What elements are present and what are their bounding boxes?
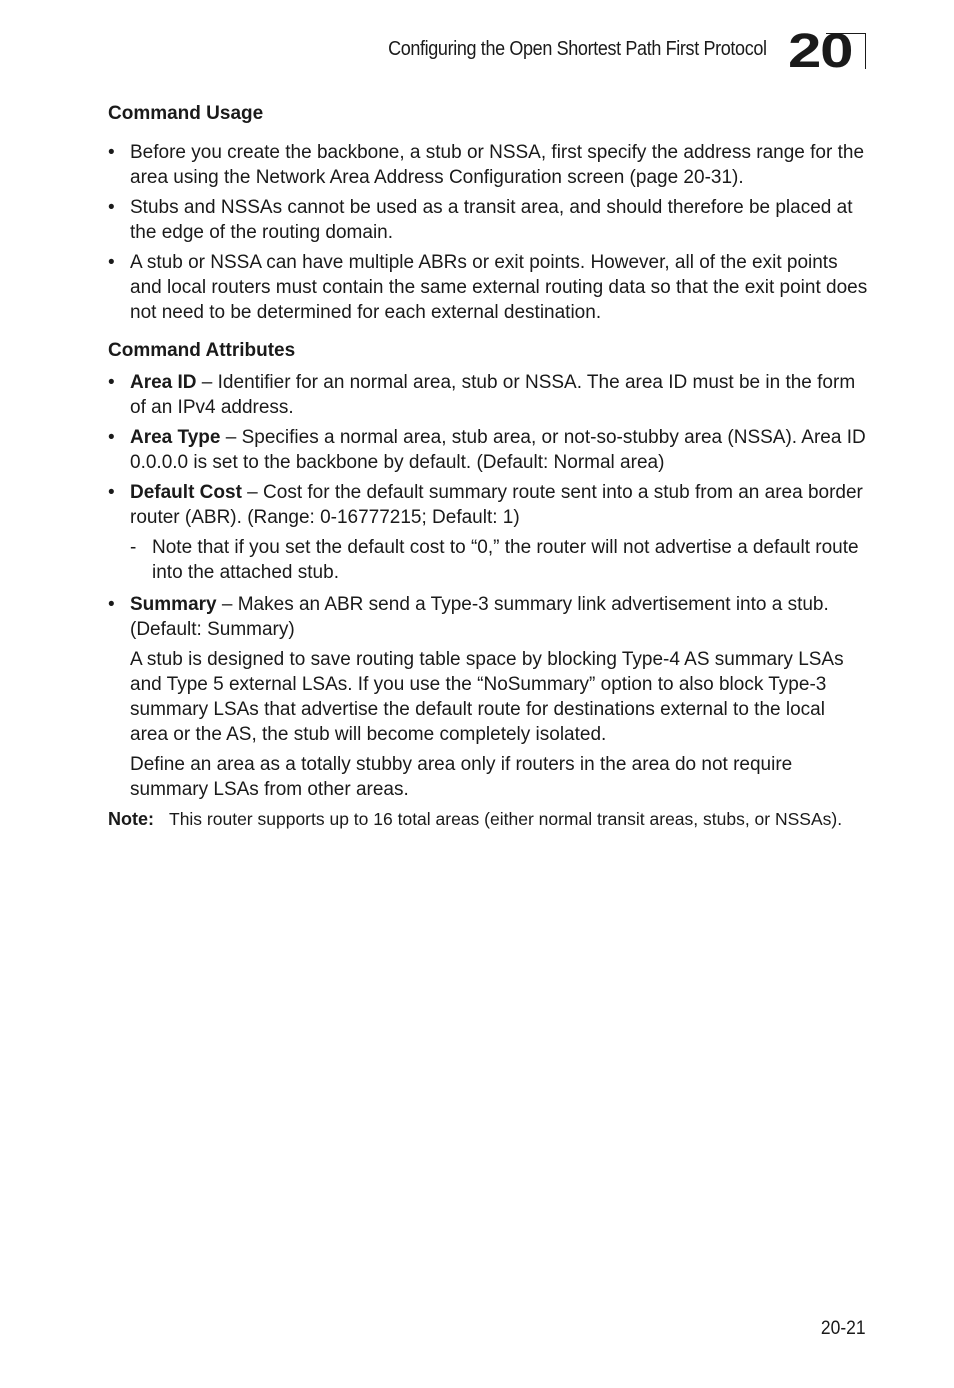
- list-item: • Before you create the backbone, a stub or NSSA, first specify the address range for the area using the Network Area Address Configuration screen (page 20-31).: [108, 140, 868, 190]
- page-body: [108, 101, 868, 832]
- attr-term: Area Type: [130, 427, 221, 448]
- summary-paragraph-2: Define an area as a totally stubby area only if routers in the area do not require summary LSAs from other areas.: [130, 754, 793, 800]
- dash-marker: -: [130, 537, 137, 558]
- attr-term: Area ID: [130, 372, 197, 393]
- command-usage-heading: Command Usage: [108, 103, 264, 124]
- attr-desc: – Makes an ABR send a Type-3 summary link advertisement into a stub. (Default: Summary): [130, 594, 829, 640]
- attr-area-type: [108, 425, 868, 475]
- note-label: Note:: [108, 809, 154, 829]
- note-text: This router supports up to 16 total areas (either normal transit areas, stubs, or NSSAs).: [169, 809, 843, 829]
- command-attributes-list: [108, 370, 868, 802]
- attr-area-id: [108, 370, 868, 420]
- summary-paragraph-1: A stub is designed to save routing table space by blocking Type-4 AS summary LSAs and Type 5 external LSAs. If you use the “NoSummary” option to also block Type-3 summary LSAs that advertise the default route for destinations external to the local area or the AS, the stub will become completely isolated.: [130, 649, 844, 745]
- subnote-text: Note that if you set the default cost to “0,” the router will not advertise a default route into the attached stub.: [152, 537, 859, 583]
- attr-term: Default Cost: [130, 482, 242, 503]
- note-block: [108, 807, 868, 832]
- default-cost-subnote: [130, 535, 868, 585]
- attr-desc: – Specifies a normal area, stub area, or not-so-stubby area (NSSA). Area ID 0.0.0.0 is set to the backbone by default. (Default: Normal area): [130, 427, 866, 473]
- attr-desc: – Identifier for an normal area, stub or NSSA. The area ID must be in the form of an IPv4 address.: [130, 372, 856, 418]
- list-item: • Stubs and NSSAs cannot be used as a transit area, and should therefore be placed at the edge of the routing domain.: [108, 195, 868, 245]
- running-header-title: Configuring the Open Shortest Path First Protocol: [388, 38, 767, 60]
- list-item: • A stub or NSSA can have multiple ABRs or exit points. However, all of the exit points and local routers must contain the same external routing data so that the exit point does not need to be determined for each external destination.: [108, 250, 868, 325]
- chapter-number: 20: [788, 25, 853, 78]
- attr-default-cost: [108, 480, 868, 585]
- attr-summary: [108, 592, 868, 802]
- command-attributes-heading: Command Attributes: [108, 340, 296, 361]
- command-usage-list: [108, 140, 868, 325]
- attr-desc: – Cost for the default summary route sent into a stub from an area border router (ABR). (Range: 0-16777215; Default: 1): [130, 482, 863, 528]
- attr-term: Summary: [130, 594, 217, 615]
- page-number: 20-21: [821, 1318, 866, 1339]
